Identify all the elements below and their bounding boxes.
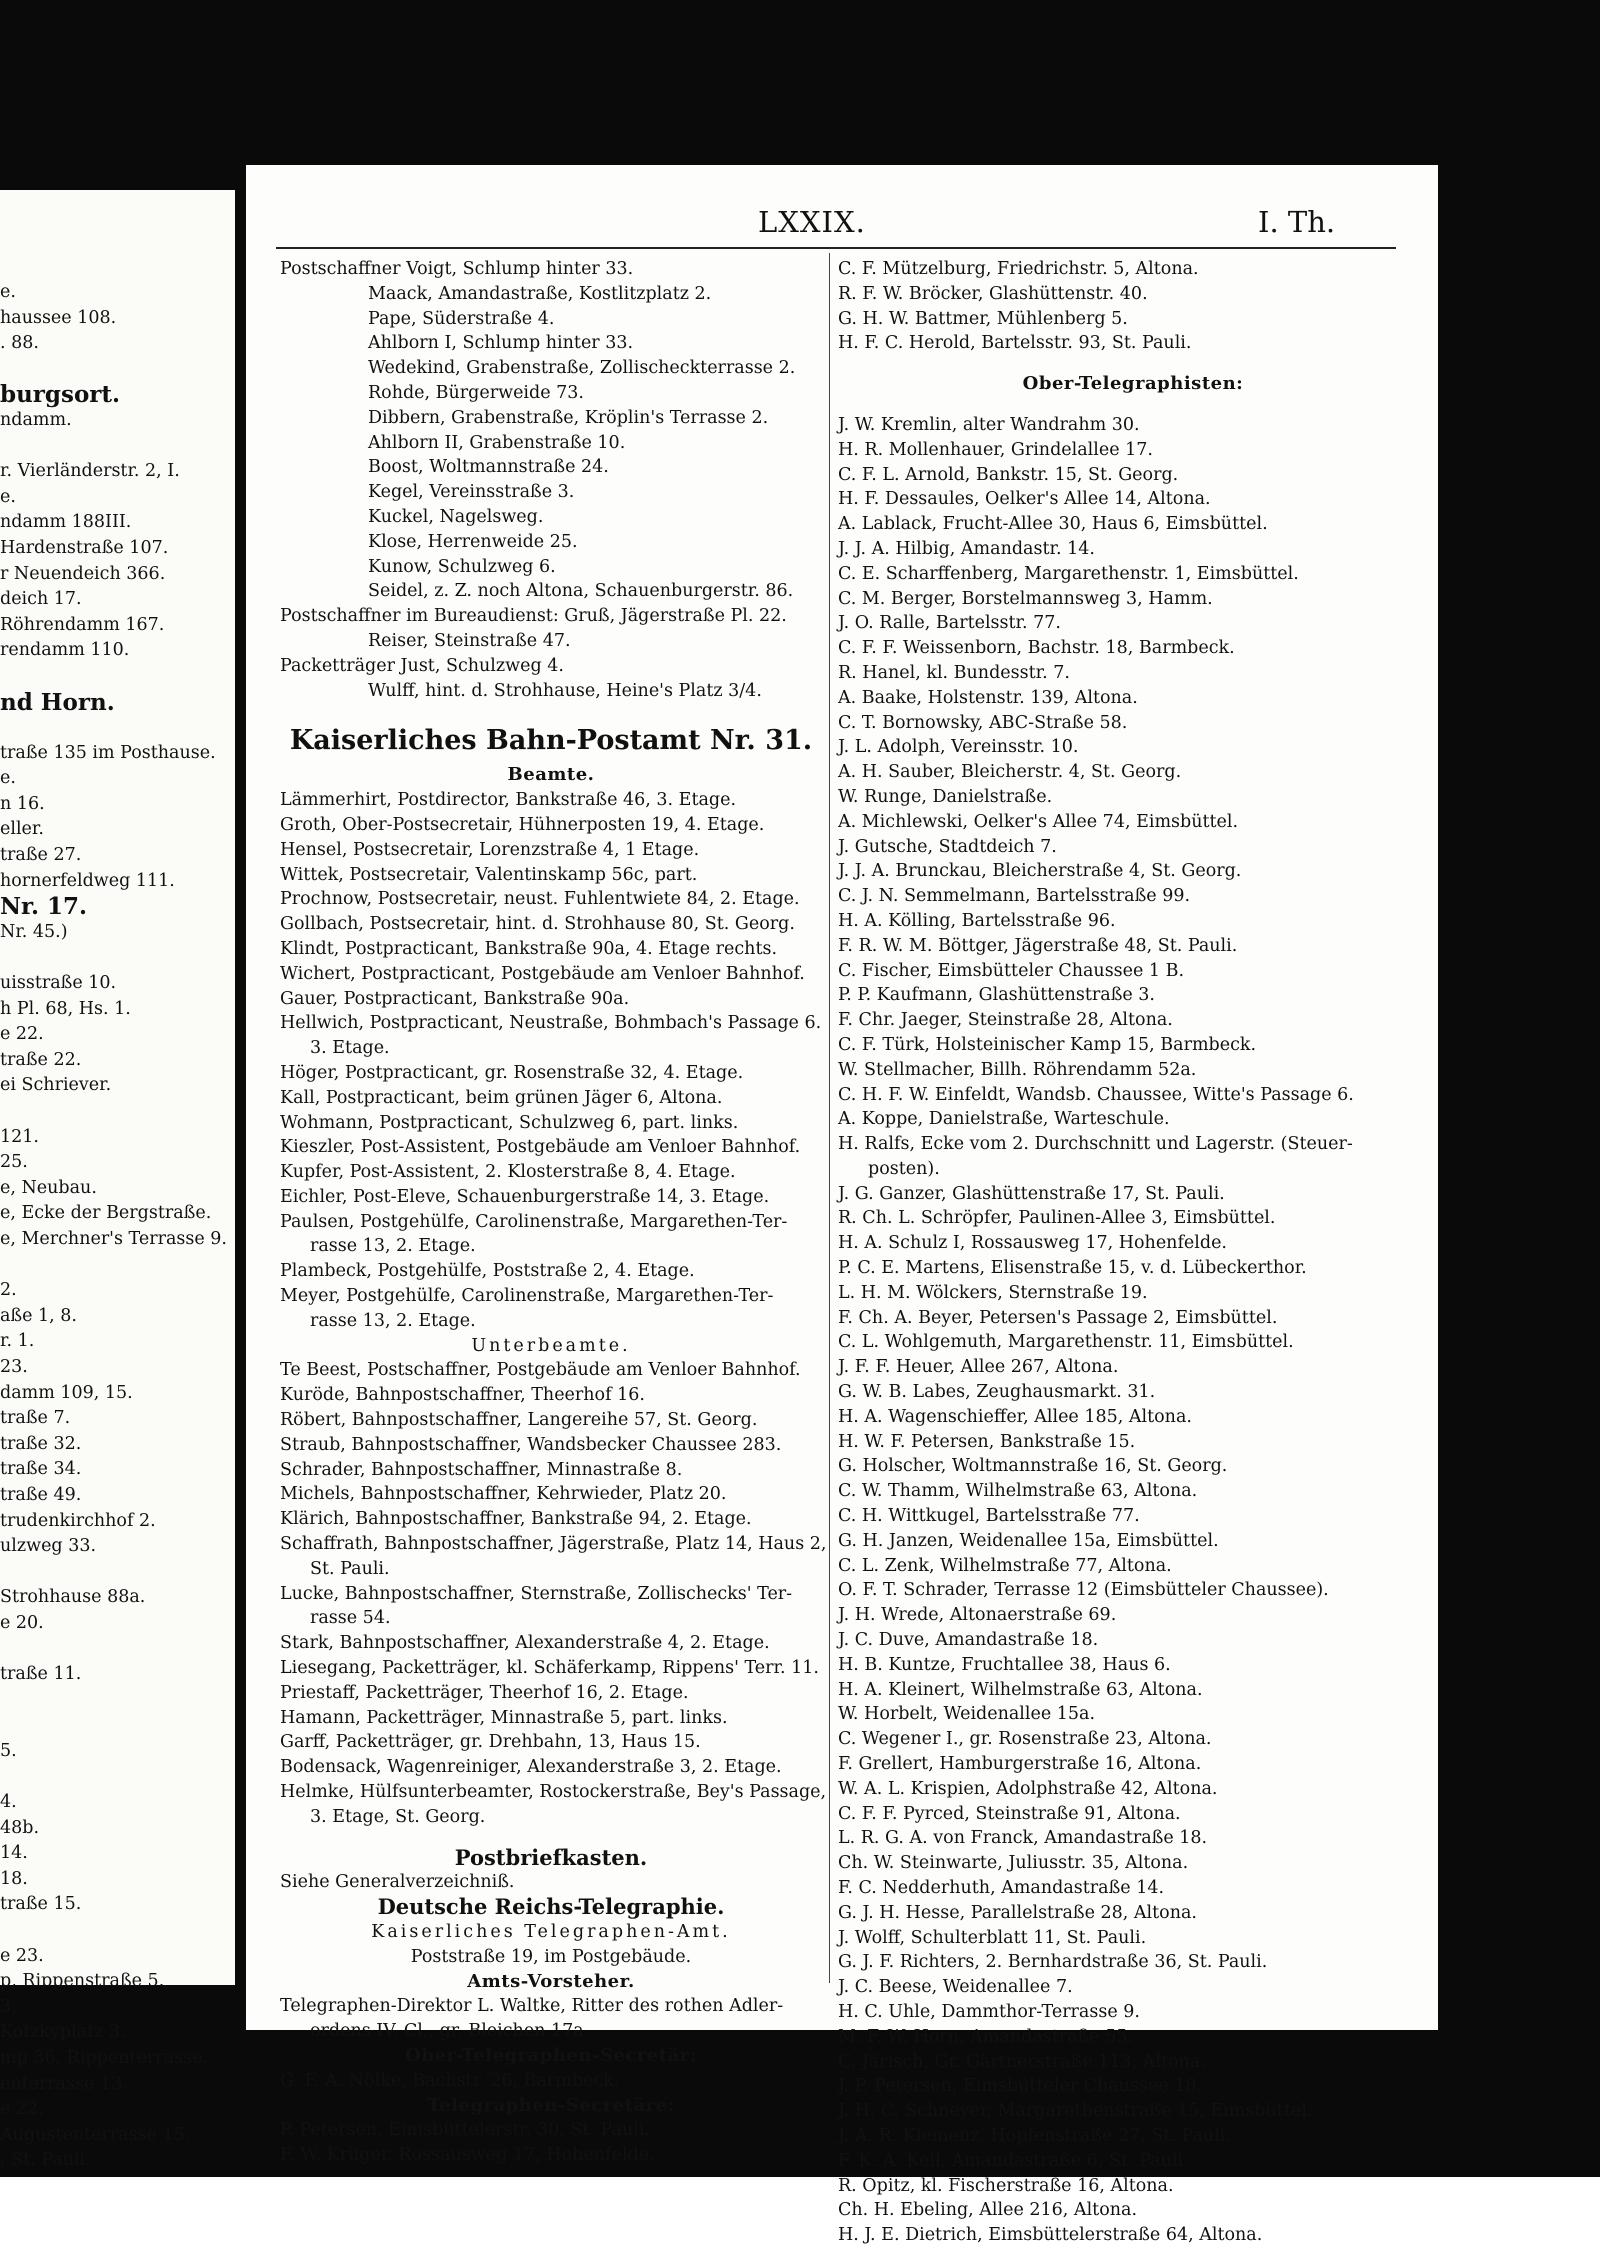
section-heading: Amts-Vorsteher. xyxy=(467,1970,635,1992)
directory-entry: C. F. F. Weissenborn, Bachstr. 18, Barmbeck. xyxy=(838,638,1235,659)
directory-entry: C. W. Thamm, Wilhelmstraße 63, Altona. xyxy=(838,1481,1198,1502)
directory-entry: Reiser, Steinstraße 47. xyxy=(368,630,571,651)
directory-entry: J. H. Wrede, Altonaerstraße 69. xyxy=(838,1605,1117,1626)
directory-entry: Postschaffner im Bureaudienst: Gruß, Jägerstraße Pl. 22. xyxy=(280,606,787,627)
directory-entry: G. Holscher, Woltmannstraße 16, St. Georg. xyxy=(838,1456,1228,1477)
directory-entry: Schrader, Bahnpostschaffner, Minnastraße 8. xyxy=(280,1459,683,1480)
directory-entry: H. F. C. Herold, Bartelsstr. 93, St. Pauli. xyxy=(838,333,1192,354)
left-page-line: aße 1, 8. xyxy=(0,1305,77,1326)
directory-entry: Eichler, Post-Eleve, Schauenburgerstraße 14, 3. Etage. xyxy=(280,1186,770,1207)
left-page-line: burgsort. xyxy=(0,381,121,409)
directory-entry: Kall, Postpracticant, beim grünen Jäger 6, Altona. xyxy=(280,1087,723,1108)
left-page-line: damm 109, 15. xyxy=(0,1382,133,1403)
directory-entry: H. A. Wagenschieffer, Allee 185, Altona. xyxy=(838,1406,1192,1427)
directory-entry: J. L. Adolph, Vereinsstr. 10. xyxy=(838,737,1079,758)
left-page-line: 4. xyxy=(0,1792,17,1813)
spacer xyxy=(838,356,1428,372)
directory-entry: Siehe Generalverzeichniß. xyxy=(280,1872,515,1893)
column-divider xyxy=(829,253,830,1983)
directory-entry: St. Pauli. xyxy=(310,1558,390,1579)
left-page-text xyxy=(0,280,235,2174)
left-page-line xyxy=(0,1688,235,1714)
directory-entry: Postschaffner Voigt, Schlump hinter 33. xyxy=(280,259,634,279)
left-page-line xyxy=(0,434,235,460)
directory-entry: G. H. Janzen, Weidenallee 15a, Eimsbüttel. xyxy=(838,1530,1219,1551)
left-page-line: 48b. xyxy=(0,1817,40,1838)
left-page-line: deich 17. xyxy=(0,589,82,610)
spacer xyxy=(280,1830,822,1846)
directory-entry: Liesegang, Packetträger, kl. Schäferkamp, Rippens' Terr. 11. xyxy=(280,1658,819,1679)
left-page-line: trudenkirchhof 2. xyxy=(0,1510,156,1531)
directory-entry: H. A. Kölling, Bartelsstraße 96. xyxy=(838,910,1116,931)
left-page-line: e 22. xyxy=(0,2099,44,2120)
left-column xyxy=(280,257,827,2168)
header-rule xyxy=(276,247,1396,249)
left-page-line: . 88. xyxy=(0,333,39,354)
directory-entry: Dibbern, Grabenstraße, Kröplin's Terrasse 2. xyxy=(368,407,769,428)
directory-entry: R. F. W. Bröcker, Glashüttenstr. 40. xyxy=(838,283,1148,304)
directory-entry: Ahlborn I, Schlump hinter 33. xyxy=(368,333,634,354)
directory-entry: Ch. H. Ebeling, Allee 216, Altona. xyxy=(838,2200,1138,2221)
left-page-line: traße 34. xyxy=(0,1459,82,1480)
section-heading: Kaiserliches Bahn-Postamt Nr. 31. xyxy=(289,725,813,757)
left-page-line: traße 11. xyxy=(0,1664,82,1685)
left-page-line: traße 22. xyxy=(0,1049,82,1070)
left-page-line: ndamm. xyxy=(0,409,72,430)
directory-entry: C. Wegener I., gr. Rosenstraße 23, Altona. xyxy=(838,1729,1212,1750)
left-page-line: r. Vierländerstr. 2, I. xyxy=(0,461,180,482)
left-page-line: Hardenstraße 107. xyxy=(0,537,169,558)
directory-entry: Meyer, Postgehülfe, Carolinenstraße, Margarethen-Ter- xyxy=(280,1286,774,1307)
directory-entry: L. R. G. A. von Franck, Amandastraße 18. xyxy=(838,1828,1208,1849)
directory-entry: Poststraße 19, im Postgebäude. xyxy=(410,1946,692,1967)
directory-entry: Telegraphen-Direktor L. Waltke, Ritter des rothen Adler- xyxy=(280,1996,784,2017)
directory-entry: Klose, Herrenweide 25. xyxy=(368,531,578,552)
left-page-line: 18. xyxy=(0,1868,28,1889)
directory-entry: H. R. Mollenhauer, Grindelallee 17. xyxy=(838,439,1153,460)
left-page-line: 14. xyxy=(0,1843,28,1864)
left-page-line: 25. xyxy=(0,1152,28,1173)
left-page-line: traße 7. xyxy=(0,1408,71,1429)
left-page-line xyxy=(0,715,235,741)
directory-entry: P. C. E. Martens, Elisenstraße 15, v. d. Lübeckerthor. xyxy=(838,1258,1307,1279)
directory-entry: Wichert, Postpracticant, Postgebäude am Venloer Bahnhof. xyxy=(280,963,805,984)
directory-entry: H. C. Uhle, Dammthor-Terrasse 9. xyxy=(838,2001,1140,2022)
directory-entry: F. C. Nedderhuth, Amandastraße 14. xyxy=(838,1878,1165,1898)
directory-entry: Kegel, Vereinsstraße 3. xyxy=(368,482,575,503)
directory-entry: Kuckel, Nagelsweg. xyxy=(368,506,544,527)
left-page-line: 2. xyxy=(0,1280,17,1301)
directory-entry: rasse 13, 2. Etage. xyxy=(310,1310,476,1331)
directory-entry: G. H. W. Battmer, Mühlenberg 5. xyxy=(838,308,1128,329)
left-page-line: 3. xyxy=(0,1996,17,2017)
directory-entry: H. B. Kuntze, Fruchtallee 38, Haus 6. xyxy=(838,1654,1171,1675)
left-page-line: e. xyxy=(0,282,16,302)
left-page-line: traße 135 im Posthause. xyxy=(0,742,216,763)
left-page-line: uisstraße 10. xyxy=(0,973,117,994)
page-number: LXXIX. xyxy=(758,205,866,239)
directory-entry: rasse 54. xyxy=(310,1608,391,1629)
directory-entry: Wohmann, Postpracticant, Schulzweg 6, part. links. xyxy=(280,1112,739,1133)
left-page-line: traße 27. xyxy=(0,845,82,866)
directory-entry: Kunow, Schulzweg 6. xyxy=(368,556,556,577)
directory-entry: J. G. Ganzer, Glashüttenstraße 17, St. Pauli. xyxy=(838,1183,1225,1204)
directory-entry: Bodensack, Wagenreiniger, Alexanderstraße 3, 2. Etage. xyxy=(280,1757,782,1778)
directory-entry: H. W. F. Petersen, Bankstraße 15. xyxy=(838,1431,1136,1452)
directory-entry: M. F. W. Horn, Amandastraße 55. xyxy=(838,2026,1134,2047)
section-heading: Ober-Telegraphisten: xyxy=(1022,373,1244,395)
left-page-line: haussee 108. xyxy=(0,307,117,328)
left-page-line: traße 49. xyxy=(0,1484,82,1505)
directory-entry: Gollbach, Postsecretair, hint. d. Strohhause 80, St. Georg. xyxy=(280,914,795,935)
left-page-line: r. 1. xyxy=(0,1331,35,1352)
directory-entry: Lucke, Bahnpostschaffner, Sternstraße, Zollischecks' Ter- xyxy=(280,1583,793,1604)
directory-entry: A. Lablack, Frucht-Allee 30, Haus 6, Eimsbüttel. xyxy=(838,514,1268,535)
left-page-line: e, Ecke der Bergstraße. xyxy=(0,1203,212,1224)
directory-entry: Klärich, Bahnpostschaffner, Bankstraße 94, 2. Etage. xyxy=(280,1509,752,1530)
directory-entry: G. F. A. Nölke, Bachstr. 26, Barmbeck. xyxy=(280,2070,620,2091)
directory-entry: Maack, Amandastraße, Kostlitzplatz 2. xyxy=(368,283,712,304)
directory-entry: Packetträger Just, Schulzweg 4. xyxy=(280,655,564,676)
directory-entry: A. Michlewski, Oelker's Allee 74, Eimsbüttel. xyxy=(838,811,1239,832)
directory-entry: 3. Etage, St. Georg. xyxy=(310,1806,486,1827)
left-page-line: ndamm 188III. xyxy=(0,512,132,533)
directory-entry: J. P. Petersen, Eimsbütteler Chaussee 18. xyxy=(838,2076,1203,2097)
directory-entry: W. Stellmacher, Billh. Röhrendamm 52a. xyxy=(838,1059,1197,1080)
directory-entry: H. F. Dessaules, Oelker's Allee 14, Altona. xyxy=(838,489,1211,510)
directory-entry: P. P. Kaufmann, Glashüttenstraße 3. xyxy=(838,985,1155,1006)
directory-entry: C. L. Zenk, Wilhelmstraße 77, Altona. xyxy=(838,1555,1172,1576)
left-page-line: ei Schriever. xyxy=(0,1075,112,1096)
directory-entry: Hellwich, Postpracticant, Neustraße, Bohmbach's Passage 6. xyxy=(280,1013,822,1034)
left-page-line: p, Rippenstraße 5. xyxy=(0,1971,165,1992)
left-page-line: e 20. xyxy=(0,1612,44,1633)
directory-entry: C. T. Bornowsky, ABC-Straße 58. xyxy=(838,712,1128,733)
left-page-line: hornerfeldweg 111. xyxy=(0,870,175,891)
left-page-line xyxy=(0,664,235,690)
left-page-line: e, Merchner's Terrasse 9. xyxy=(0,1228,227,1249)
directory-entry: J. O. Ralle, Bartelsstr. 77. xyxy=(838,613,1061,634)
left-page-line: 5. xyxy=(0,1740,17,1761)
left-page-line: Strohhause 88a. xyxy=(0,1587,146,1608)
directory-entry: C. F. Türk, Holsteinischer Kamp 15, Barmbeck. xyxy=(838,1034,1257,1055)
directory-entry: Paulsen, Postgehülfe, Carolinenstraße, Margarethen-Ter- xyxy=(280,1211,788,1232)
left-page-line xyxy=(0,1253,235,1279)
directory-entry: J. F. F. Heuer, Allee 267, Altona. xyxy=(838,1357,1119,1378)
directory-entry: Michels, Bahnpostschaffner, Kehrwieder, Platz 20. xyxy=(280,1484,727,1505)
left-page-line xyxy=(0,1099,235,1125)
left-page-line: rendamm 110. xyxy=(0,640,130,661)
directory-entry: Wulff, hint. d. Strohhause, Heine's Platz 3/4. xyxy=(368,680,762,701)
left-page-line: e, Neubau. xyxy=(0,1177,97,1198)
directory-entry: C. F. F. Pyrced, Steinstraße 91, Altona. xyxy=(838,1803,1181,1824)
directory-entry: A. Baake, Holstenstr. 139, Altona. xyxy=(838,687,1138,708)
directory-entry: W. Horbelt, Weidenallee 15a. xyxy=(838,1704,1096,1725)
directory-entry: F. R. W. M. Böttger, Jägerstraße 48, St. Pauli. xyxy=(838,935,1238,956)
left-page-line: r Neuendeich 366. xyxy=(0,563,166,584)
directory-entry: 3. Etage. xyxy=(310,1038,390,1059)
left-page-line: h Pl. 68, Hs. 1. xyxy=(0,998,131,1019)
directory-entry: F. W. Krüger, Rossausweg 17, Hohenfelde. xyxy=(280,2145,655,2166)
directory-entry: C. Fischer, Eimsbütteler Chaussee 1 B. xyxy=(838,960,1185,981)
right-column xyxy=(838,257,1428,2248)
left-page-line: Röhrendamm 167. xyxy=(0,614,165,635)
spacer xyxy=(280,703,822,719)
left-page-line: e 23. xyxy=(0,1945,44,1966)
left-page-line: mp 36, Rippenterrasse. xyxy=(0,2047,208,2068)
left-page-line: Kotzkyplatz 3. xyxy=(0,2022,126,2043)
directory-entry: R. Hanel, kl. Bundesstr. 7. xyxy=(838,662,1070,683)
directory-entry: J. C. Duve, Amandastraße 18. xyxy=(838,1630,1099,1651)
section-heading: Unterbeamte. xyxy=(471,1335,631,1356)
directory-entry: J. J. A. Brunckau, Bleicherstraße 4, St. Georg. xyxy=(838,861,1242,882)
left-page-line: Nr. 17. xyxy=(0,893,88,921)
left-page-line: Augustenterrasse 15. xyxy=(0,2124,191,2145)
directory-entry: Wittek, Postsecretair, Valentinskamp 56c, part. xyxy=(280,864,698,885)
directory-entry: P. Petersen, Eimsbüttelerstr. 30, St. Pauli. xyxy=(280,2120,650,2141)
directory-entry: F. Grellert, Hamburgerstraße 16, Altona. xyxy=(838,1754,1202,1775)
directory-entry: H. A. Kleinert, Wilhelmstraße 63, Altona. xyxy=(838,1679,1203,1700)
left-page-line: ulzweg 33. xyxy=(0,1536,97,1557)
section-heading: Beamte. xyxy=(507,764,595,786)
directory-entry: C. E. Scharffenberg, Margarethenstr. 1, Eimsbüttel. xyxy=(838,563,1299,584)
directory-entry: Straub, Bahnpostschaffner, Wandsbecker Chaussee 283. xyxy=(280,1434,782,1455)
directory-entry: Seidel, z. Z. noch Altona, Schauenburgerstr. 86. xyxy=(368,581,794,602)
directory-entry: G. J. H. Hesse, Parallelstraße 28, Altona. xyxy=(838,1902,1197,1923)
directory-entry: G. J. F. Richters, 2. Bernhardstraße 36, St. Pauli. xyxy=(838,1952,1268,1973)
directory-entry: Te Beest, Postschaffner, Postgebäude am Venloer Bahnhof. xyxy=(280,1360,801,1381)
left-page-fragment xyxy=(0,190,235,2171)
left-page-line xyxy=(0,945,235,971)
directory-entry: H. Ralfs, Ecke vom 2. Durchschnitt und Lagerstr. (Steuer- xyxy=(838,1134,1353,1155)
directory-entry: Rohde, Bürgerweide 73. xyxy=(368,382,584,403)
directory-entry: R. Opitz, kl. Fischerstraße 16, Altona. xyxy=(838,2175,1174,2196)
directory-entry: Pape, Süderstraße 4. xyxy=(368,308,555,329)
directory-entry: C. F. L. Arnold, Bankstr. 15, St. Georg. xyxy=(838,464,1179,485)
left-page-line: nd Horn. xyxy=(0,688,115,716)
directory-entry: Lämmerhirt, Postdirector, Bankstraße 46, 3. Etage. xyxy=(280,790,737,811)
directory-entry: C. F. Mützelburg, Friedrichstr. 5, Altona. xyxy=(838,259,1199,279)
directory-entry: J. W. Kremlin, alter Wandrahm 30. xyxy=(838,414,1140,435)
left-page-line xyxy=(0,1918,235,1944)
left-page-line xyxy=(0,1764,235,1790)
directory-entry: R. Ch. L. Schröpfer, Paulinen-Allee 3, Eimsbüttel. xyxy=(838,1208,1276,1229)
left-page-line: enterrasse 13. xyxy=(0,2073,128,2094)
page-header xyxy=(246,205,1438,245)
left-page-line: traße 15. xyxy=(0,1894,82,1915)
directory-entry: Höger, Postpracticant, gr. Rosenstraße 32, 4. Etage. xyxy=(280,1062,744,1083)
directory-entry: W. A. L. Krispien, Adolphstraße 42, Altona. xyxy=(838,1778,1218,1799)
directory-entry: A. H. Sauber, Bleicherstr. 4, St. Georg. xyxy=(838,762,1182,783)
directory-entry: C. J. N. Semmelmann, Bartelsstraße 99. xyxy=(838,886,1191,907)
directory-entry: Wedekind, Grabenstraße, Zollischeckterrasse 2. xyxy=(368,358,796,379)
directory-entry: Klindt, Postpracticant, Bankstraße 90a, 4. Etage rechts. xyxy=(280,938,778,959)
part-label: I. Th. xyxy=(1258,205,1336,239)
section-heading: Ober-Telegraphen-Secretär: xyxy=(405,2044,697,2066)
directory-entry: Gauer, Postpracticant, Bankstraße 90a. xyxy=(280,988,630,1009)
directory-entry: H. J. E. Dietrich, Eimsbüttelerstraße 64, Altona. xyxy=(838,2225,1263,2246)
directory-entry: L. H. M. Wölckers, Sternstraße 19. xyxy=(838,1282,1148,1303)
directory-entry: C. M. Berger, Borstelmannsweg 3, Hamm. xyxy=(838,588,1213,609)
left-page-line: Nr. 45.) xyxy=(0,921,68,942)
left-page-line: e 22. xyxy=(0,1024,44,1045)
directory-entry: O. F. T. Schrader, Terrasse 12 (Eimsbütteler Chaussee). xyxy=(838,1580,1329,1601)
directory-entry: Helmke, Hülfsunterbeamter, Rostockerstraße, Bey's Passage, xyxy=(280,1782,827,1803)
directory-entry: C. H. F. W. Einfeldt, Wandsb. Chaussee, Witte's Passage 6. xyxy=(838,1084,1354,1105)
directory-entry: posten). xyxy=(868,1158,940,1179)
directory-entry: Hamann, Packetträger, Minnastraße 5, part. links. xyxy=(280,1707,728,1728)
directory-entry: Röbert, Bahnpostschaffner, Langereihe 57, St. Georg. xyxy=(280,1410,758,1431)
directory-entry: Kupfer, Post-Assistent, 2. Klosterstraße 8, 4. Etage. xyxy=(280,1162,736,1183)
left-page-line xyxy=(0,1713,235,1739)
directory-entry: Kuröde, Bahnpostschaffner, Theerhof 16. xyxy=(280,1385,645,1406)
section-heading: Postbriefkasten. xyxy=(454,1844,648,1870)
directory-entry: Priestaff, Packetträger, Theerhof 16, 2. Etage. xyxy=(280,1682,689,1703)
directory-entry: Boost, Woltmannstraße 24. xyxy=(368,457,609,478)
book-gutter xyxy=(235,190,246,1985)
directory-entry: ordens IV. Cl., gr. Bleichen 17a. xyxy=(310,2021,590,2042)
directory-entry: Kieszler, Post-Assistent, Postgebäude am Venloer Bahnhof. xyxy=(280,1137,801,1158)
directory-entry: Garff, Packetträger, gr. Drehbahn, 13, Haus 15. xyxy=(280,1732,701,1753)
left-page-line xyxy=(0,357,235,383)
section-heading: Deutsche Reichs-Telegraphie. xyxy=(377,1894,725,1920)
directory-entry: Stark, Bahnpostschaffner, Alexanderstraße 4, 2. Etage. xyxy=(280,1633,770,1654)
directory-entry: J. H. C. Schneyer, Margarethenstraße 15, Eimsbüttel. xyxy=(838,2101,1313,2122)
section-heading: Kaiserliches Telegraphen-Amt. xyxy=(371,1922,731,1942)
section-heading: Telegraphen-Secretäre: xyxy=(427,2094,675,2116)
left-page-line xyxy=(0,1636,235,1662)
directory-entry: Hensel, Postsecretair, Lorenzstraße 4, 1 Etage. xyxy=(280,839,700,860)
left-page-line: , St. Pauli. xyxy=(0,2150,91,2171)
directory-entry: C. L. Wohlgemuth, Margarethenstr. 11, Eimsbüttel. xyxy=(838,1332,1294,1353)
directory-entry: J. A. R. Klemenz, Hopfenstraße 27, St. Pauli. xyxy=(838,2125,1231,2146)
directory-entry: W. Runge, Danielstraße. xyxy=(838,786,1053,807)
directory-entry: C. H. Wittkugel, Bartelsstraße 77. xyxy=(838,1506,1140,1527)
directory-entry: J. J. A. Hilbig, Amandastr. 14. xyxy=(838,538,1095,559)
left-page-line: eller. xyxy=(0,819,44,840)
left-page-line xyxy=(0,1560,235,1586)
directory-entry: A. Koppe, Danielstraße, Warteschule. xyxy=(838,1109,1170,1130)
directory-entry: Ahlborn II, Grabenstraße 10. xyxy=(368,432,626,453)
directory-entry: Schaffrath, Bahnpostschaffner, Jägerstraße, Platz 14, Haus 2, xyxy=(280,1534,827,1555)
directory-entry: Ch. W. Steinwarte, Juliusstr. 35, Altona. xyxy=(838,1853,1189,1874)
directory-entry: Groth, Ober-Postsecretair, Hühnerposten 19, 4. Etage. xyxy=(280,814,765,835)
spacer xyxy=(838,397,1428,413)
directory-entry: F. Chr. Jaeger, Steinstraße 28, Altona. xyxy=(838,1010,1173,1031)
directory-entry: Prochnow, Postsecretair, neust. Fuhlentwiete 84, 2. Etage. xyxy=(280,889,800,910)
directory-entry: rasse 13, 2. Etage. xyxy=(310,1236,476,1257)
directory-entry: G. W. B. Labes, Zeughausmarkt. 31. xyxy=(838,1382,1156,1403)
directory-page xyxy=(246,165,1438,2246)
directory-entry: J. Gutsche, Stadtdeich 7. xyxy=(838,836,1057,857)
left-page-line: 23. xyxy=(0,1356,28,1377)
left-page-line: traße 32. xyxy=(0,1433,82,1454)
directory-entry: J. C. Beese, Weidenallee 7. xyxy=(838,1977,1073,1998)
directory-entry: Plambeck, Postgehülfe, Poststraße 2, 4. Etage. xyxy=(280,1261,695,1282)
directory-entry: F. Ch. A. Beyer, Petersen's Passage 2, Eimsbüttel. xyxy=(838,1307,1278,1328)
directory-entry: H. A. Schulz I, Rossausweg 17, Hohenfelde. xyxy=(838,1233,1227,1254)
directory-entry: C. Järisch, Gr. Gärtnerstraße 113, Altona. xyxy=(838,2051,1206,2072)
directory-entry: F. K. A. Keil, Amandastraße 6, St. Pauli. xyxy=(838,2150,1189,2171)
left-page-line: e. xyxy=(0,486,16,507)
directory-entry: J. Wolff, Schulterblatt 11, St. Pauli. xyxy=(838,1927,1147,1948)
left-page-line: 121. xyxy=(0,1126,39,1147)
left-page-line: e. xyxy=(0,768,16,789)
left-page-line: n 16. xyxy=(0,793,45,814)
